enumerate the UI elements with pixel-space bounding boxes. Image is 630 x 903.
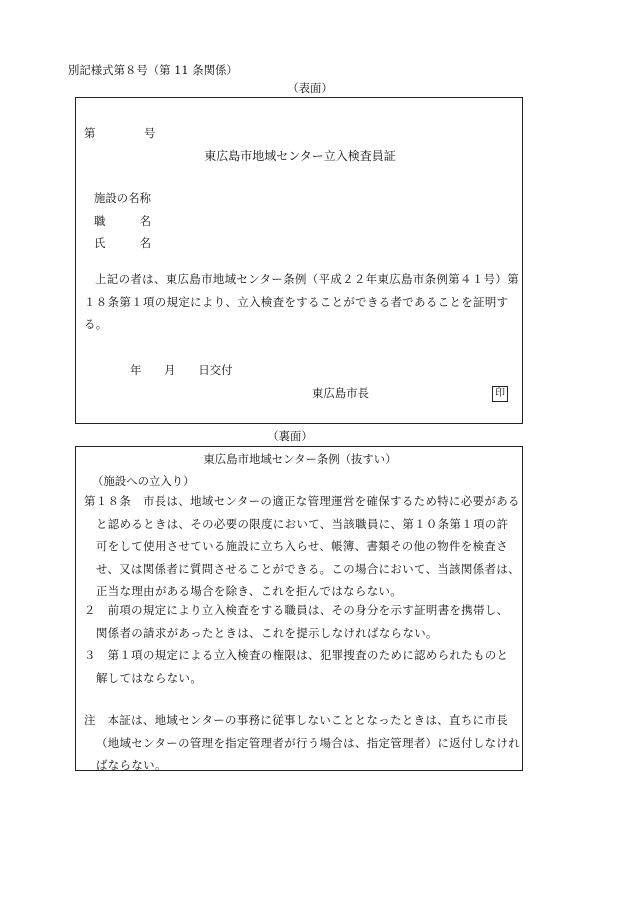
section-heading: （施設への立入り） — [92, 474, 195, 488]
field-name: 氏 名 — [94, 236, 151, 250]
back-label: （裏面） — [267, 429, 313, 443]
number-prefix: 第 — [84, 126, 96, 140]
certificate-front — [75, 97, 523, 424]
certificate-back — [75, 446, 523, 771]
front-label: （表面） — [287, 81, 333, 95]
return-note: 注 本証は、地域センターの事務に従事しないこととなったときは、直ちに市長（地域センターの管理を指定管理者が行う場合は、指定管理者）に返付しなければならない。 — [84, 713, 521, 772]
issuer: 東広島市長 — [312, 386, 369, 400]
issue-date: 年 月 日交付 — [130, 363, 233, 377]
certificate-statement: 上記の者は、東広島市地域センター条例（平成２２年東広島市条例第４１号）第１８条第１項の規定により、立入検査をすることができる者であることを証明する。 — [84, 272, 520, 331]
seal-mark: 印 — [492, 386, 508, 402]
field-facility-name: 施設の名称 — [94, 191, 151, 205]
form-number: 別記様式第８号（第 11 条関係） — [68, 63, 238, 77]
certificate-title: 東広島市地域センター立入検査員証 — [204, 149, 396, 163]
ordinance-title: 東広島市地域センター条例（抜すい） — [203, 452, 397, 466]
field-position: 職 名 — [94, 214, 151, 228]
article-18: 第１８条 市長は、地域センターの適正な管理運営を確保するため特に必要があると認めるときは、その必要の限度において、当該職員に、第１０条第１項の許可をして使用させている施設に立ち入らせ、帳簿、書類その他の物件を検査させ、又は関係者に質問させることができる。この場合において、当該関係者は、正当な理由がある場合を除き、これを拒んではならない。 — [84, 494, 520, 598]
article-18-paragraph-2: ２ 前項の規定により立入検査をする職員は、その身分を示す証明書を携帯し、関係者の請求があったときは、これを提示しなければならない。 — [84, 603, 509, 640]
number-suffix: 号 — [144, 126, 156, 140]
article-18-paragraph-3: ３ 第１項の規定による立入検査の権限は、犯罪捜査のために認められたものと解してはならない。 — [84, 648, 509, 685]
